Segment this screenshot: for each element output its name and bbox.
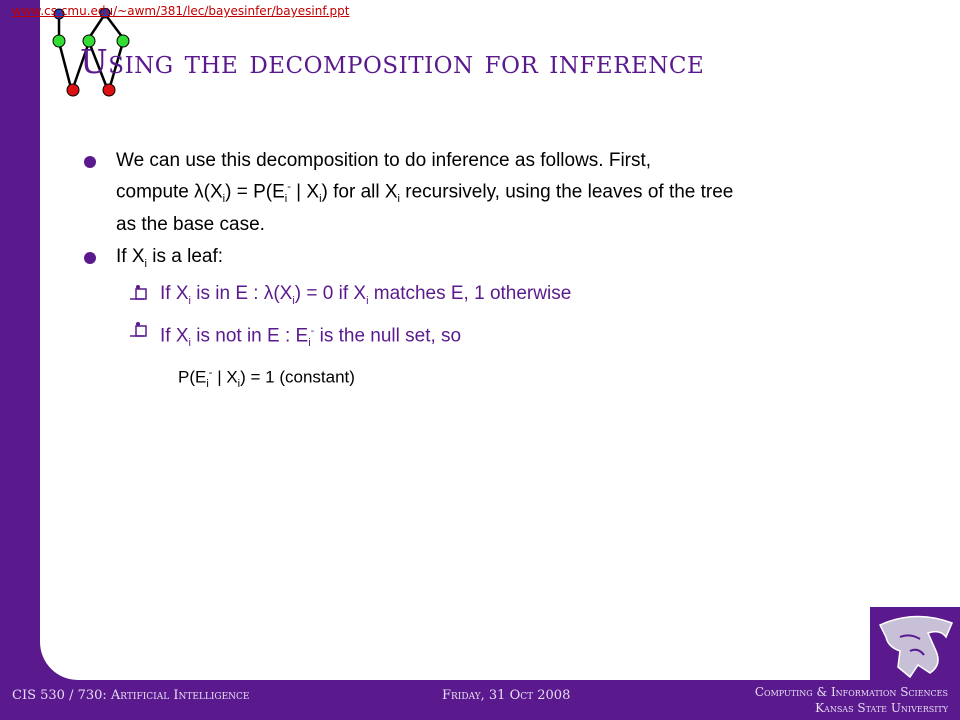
- lambda-symbol: λ: [194, 181, 204, 203]
- bullet-leaf: If $X_i$ is a leaf:: [80, 244, 820, 277]
- source-link[interactable]: www.cs.cmu.edu/~awm/381/lec/bayesinfer/bayesinf.ppt: [12, 4, 350, 18]
- constant-probability-line: $P(E_i^-$ | $X_i) = 1$ (constant): [178, 366, 355, 390]
- slide-content: [80, 148, 820, 397]
- footer-course: CIS 530 / 730: Artificial Intelligence: [12, 688, 250, 703]
- bullet-line-3: as the base case.: [116, 214, 265, 236]
- bullet-dot: [84, 156, 96, 168]
- bullet-dot: [84, 252, 96, 264]
- subbullet-icon: [128, 320, 150, 342]
- subbullet-icon: [128, 283, 150, 305]
- bullet-line-1: We can use this decomposition to do inference as follows. First,: [116, 150, 652, 171]
- slide-title: Using the decomposition for inference: [80, 42, 705, 81]
- footer-institution: [755, 684, 948, 716]
- kstate-wildcat-logo: [870, 607, 960, 685]
- sub-bullet-not-in-evidence: If $X_i$ is not in E : $E_i^-$ is the null set, so: [80, 318, 820, 356]
- footer-dept: Computing & Information Sciences: [754, 685, 948, 699]
- footer-date: Friday, 31 Oct 2008: [442, 688, 571, 703]
- bullet-line-2: compute $\lambda(X_i) = P(E_i^-$ | $X_i$) for all $X_i$ recursively, using the leaves of the tree: [116, 181, 734, 206]
- bullet-decomposition: [80, 148, 820, 238]
- sub-bullet-in-evidence: If $X_i$ is in E : $\lambda(X_i) = 0$ if $X_i$ matches E, 1 otherwise: [80, 281, 820, 314]
- footer-university: Kansas State University: [815, 701, 948, 715]
